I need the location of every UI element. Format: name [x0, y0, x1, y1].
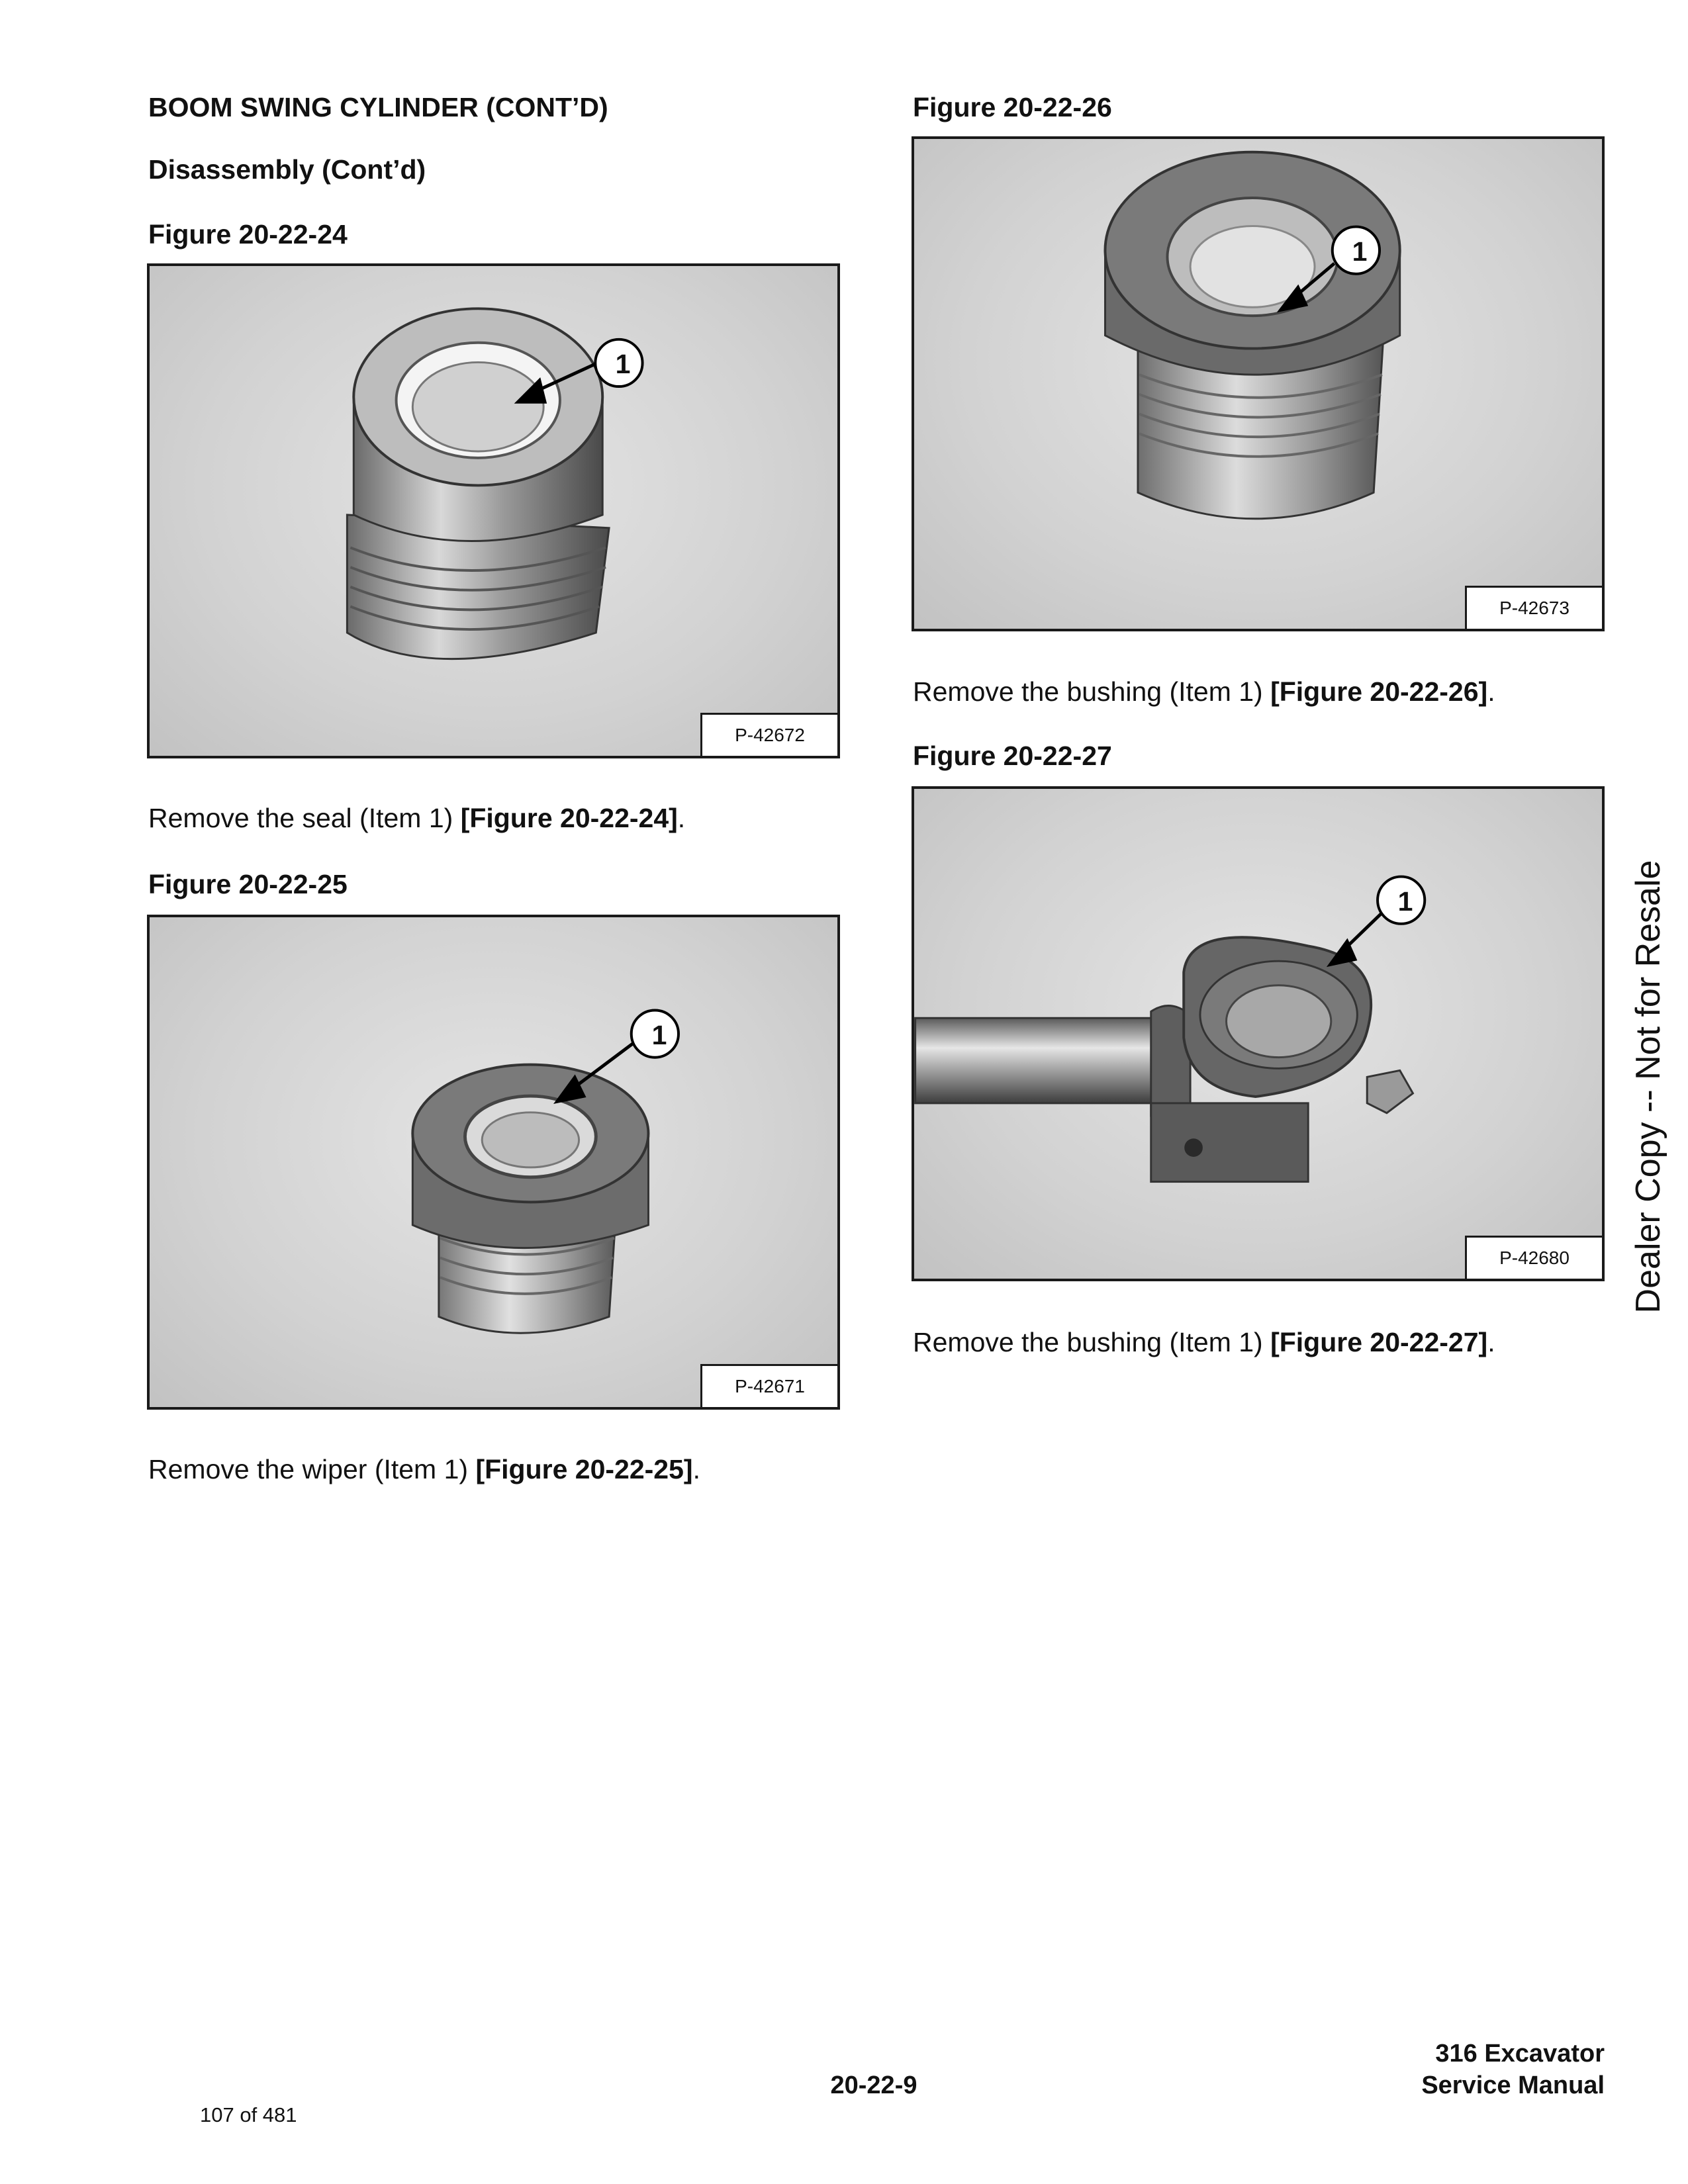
subsection-title: Disassembly (Cont’d) — [148, 154, 426, 185]
photo-code-26: P-42673 — [1465, 586, 1602, 629]
instruction-24: Remove the seal (Item 1) [Figure 20-22-24]. — [148, 803, 686, 833]
figure-label-25: Figure 20-22-25 — [148, 869, 348, 899]
callout-number-24: 1 — [615, 349, 631, 379]
callout-number-26: 1 — [1352, 236, 1368, 267]
manual-title-line2: Service Manual — [1421, 2071, 1605, 2099]
callout-arrow-25 — [150, 917, 837, 1407]
manual-title-line1: 316 Excavator — [1435, 2040, 1605, 2068]
figure-label-26: Figure 20-22-26 — [913, 92, 1112, 122]
figure-photo-26 — [912, 136, 1605, 631]
figure-label-24: Figure 20-22-24 — [148, 219, 348, 250]
page-number: 20-22-9 — [830, 2071, 917, 2099]
callout-arrow-27 — [914, 789, 1602, 1279]
figure-label-27: Figure 20-22-27 — [913, 741, 1112, 771]
page-count: 107 of 481 — [200, 2103, 297, 2126]
photo-code-27: P-42680 — [1465, 1236, 1602, 1279]
section-title: BOOM SWING CYLINDER (CONT’D) — [148, 92, 608, 122]
figure-photo-24 — [147, 263, 840, 758]
figure-photo-25 — [147, 915, 840, 1410]
callout-number-25: 1 — [651, 1020, 667, 1050]
callout-arrow-26 — [914, 139, 1602, 629]
photo-code-25: P-42671 — [700, 1364, 837, 1407]
instruction-26: Remove the bushing (Item 1) [Figure 20-22-26]. — [913, 676, 1495, 707]
callout-arrow-24 — [150, 266, 837, 756]
figure-photo-27 — [912, 786, 1605, 1281]
callout-number-27: 1 — [1397, 886, 1413, 917]
photo-code-24: P-42672 — [700, 713, 837, 756]
instruction-25: Remove the wiper (Item 1) [Figure 20-22-25]. — [148, 1454, 700, 1484]
dealer-copy-watermark: Dealer Copy -- Not for Resale — [1629, 860, 1667, 1314]
instruction-27: Remove the bushing (Item 1) [Figure 20-22-27]. — [913, 1327, 1495, 1357]
